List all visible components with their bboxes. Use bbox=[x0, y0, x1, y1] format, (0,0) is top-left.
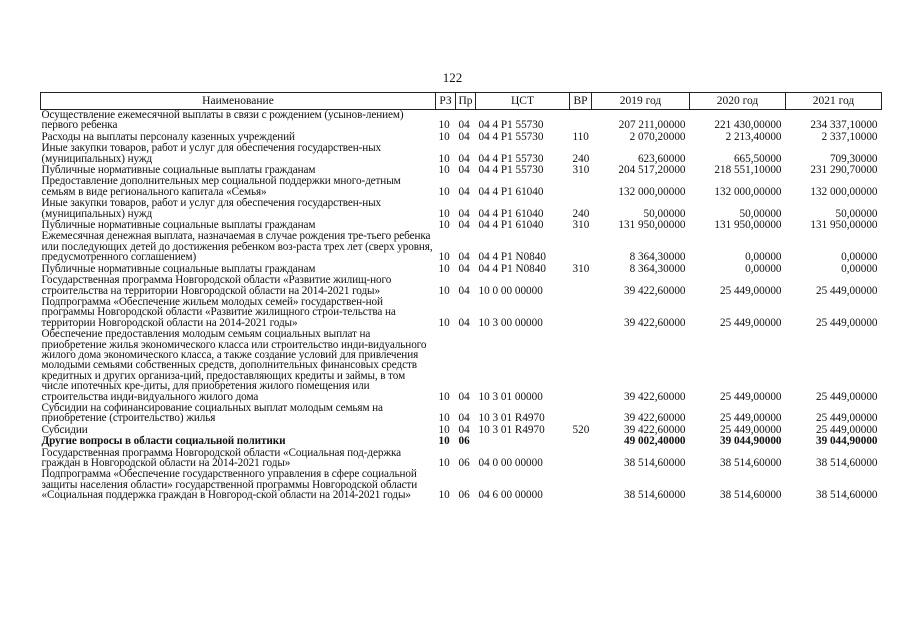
cell-2019: 39 422,60000 bbox=[623, 412, 686, 425]
cell-pr: 06 bbox=[458, 457, 470, 469]
cell-2020: 0,00000 bbox=[745, 251, 782, 264]
cell-pr: 06 bbox=[458, 435, 470, 448]
cell-rz: 10 bbox=[438, 119, 450, 132]
cell-rz: 10 bbox=[438, 390, 450, 403]
table-row bbox=[41, 231, 882, 263]
cell-2020: 50,00000 bbox=[739, 207, 782, 220]
cell-pr: 04 bbox=[458, 185, 470, 198]
cell-2021: 25 449,00000 bbox=[815, 284, 878, 297]
cell-vr: 110 bbox=[572, 130, 589, 143]
cell-rz: 10 bbox=[438, 219, 450, 232]
cell-pr: 04 bbox=[458, 164, 470, 177]
col-header-vr: ВР bbox=[570, 93, 592, 110]
cell-2019: 39 422,60000 bbox=[623, 316, 686, 329]
cell-vr: 310 bbox=[572, 219, 590, 232]
budget-table bbox=[40, 92, 882, 502]
cell-vr: 310 bbox=[572, 164, 590, 177]
cell-2020: 25 449,00000 bbox=[719, 316, 782, 329]
col-header-name: Наименование bbox=[41, 93, 436, 110]
cell-2020: 2 213,40000 bbox=[725, 130, 782, 143]
cell-rz: 10 bbox=[438, 423, 450, 436]
col-header-cst: ЦСТ bbox=[476, 93, 570, 110]
cell-rz: 10 bbox=[438, 152, 450, 165]
cell-name: Иные закупки товаров, работ и услуг для обеспечения государствен-ных (муниципальных) нужд bbox=[41, 197, 382, 220]
cell-rz: 10 bbox=[438, 164, 450, 177]
cell-name: Ежемесячная денежная выплата, назначаемая в случае рождения тре-тьего ребенка или последующих детей до достижения ребенком воз-раста трех лет (сверх уровня, предусмотренного соглашением) bbox=[41, 230, 433, 264]
cell-name: Осуществление ежемесячной выплаты в связи с рождением (усынов-лением) первого ребенка bbox=[41, 109, 404, 132]
cell-2020: 38 514,60000 bbox=[719, 457, 782, 469]
cell-name: Другие вопросы в области социальной политики bbox=[41, 435, 286, 448]
cell-cst bbox=[476, 436, 570, 447]
cell-rz: 10 bbox=[438, 207, 450, 220]
cell-pr: 04 bbox=[458, 152, 470, 165]
table-row bbox=[41, 176, 882, 198]
cell-rz: 10 bbox=[438, 435, 450, 448]
cell-rz: 10 bbox=[438, 251, 450, 264]
col-header-2019: 2019 год bbox=[592, 93, 690, 110]
cell-pr: 04 bbox=[458, 284, 470, 297]
cell-2020: 39 044,90000 bbox=[719, 435, 782, 448]
cell-2020: 25 449,00000 bbox=[719, 423, 782, 436]
cell-cst: 04 0 00 00000 bbox=[478, 457, 543, 469]
cell-2021: 2 337,10000 bbox=[821, 130, 878, 143]
cell-pr: 04 bbox=[458, 316, 470, 329]
cell-2021: 132 000,00000 bbox=[810, 185, 878, 198]
cell-2021: 131 950,00000 bbox=[810, 219, 878, 232]
cell-2020: 25 449,00000 bbox=[719, 390, 782, 403]
cell-vr bbox=[570, 297, 592, 329]
cell-name: Подпрограмма «Обеспечение жильем молодых семей» государствен-ной программы Новгородской области «Развитие жилищного строи-тельства на территории Новгородской области на 2014-2021 годы» bbox=[41, 295, 396, 329]
cell-2020: 665,50000 bbox=[733, 152, 782, 165]
cell-name: Расходы на выплаты персоналу казенных учреждений bbox=[41, 130, 295, 143]
table-row bbox=[41, 436, 882, 447]
cell-rz: 10 bbox=[438, 185, 450, 198]
cell-name: Иные закупки товаров, работ и услуг для обеспечения государствен-ных (муниципальных) нужд bbox=[41, 142, 382, 165]
cell-pr: 04 bbox=[458, 119, 470, 132]
table-row bbox=[41, 329, 882, 403]
cell-2021: 39 044,90000 bbox=[815, 435, 878, 448]
cell-cst: 04 4 P1 61040 bbox=[478, 219, 544, 232]
cell-cst: 04 4 P1 55730 bbox=[478, 152, 544, 165]
cell-2019: 50,00000 bbox=[643, 207, 686, 220]
cell-pr: 06 bbox=[458, 489, 470, 502]
cell-rz: 10 bbox=[438, 489, 450, 502]
cell-2021: 38 514,60000 bbox=[815, 457, 878, 469]
cell-2021: 25 449,00000 bbox=[815, 423, 878, 436]
cell-2019: 39 422,60000 bbox=[623, 390, 686, 403]
cell-cst: 10 0 00 00000 bbox=[478, 284, 543, 297]
cell-vr bbox=[570, 231, 592, 263]
cell-name: Предоставление дополнительных мер социальной поддержки много-детным семьям в виде регионального капитала «Семья» bbox=[41, 175, 401, 198]
cell-vr: 240 bbox=[572, 152, 590, 165]
table-row bbox=[41, 198, 882, 220]
cell-pr: 04 bbox=[458, 251, 470, 264]
page-number: 122 bbox=[442, 70, 463, 85]
col-header-2020: 2020 год bbox=[690, 93, 786, 110]
cell-vr bbox=[570, 110, 592, 132]
cell-2019: 132 000,00000 bbox=[618, 185, 686, 198]
cell-2021: 231 290,70000 bbox=[810, 164, 878, 177]
cell-vr bbox=[570, 403, 592, 425]
cell-2019: 8 364,30000 bbox=[629, 262, 686, 275]
cell-cst: 04 4 P1 55730 bbox=[478, 119, 544, 132]
cell-pr: 04 bbox=[458, 207, 470, 220]
cell-pr: 04 bbox=[458, 412, 470, 425]
cell-pr: 04 bbox=[458, 130, 470, 143]
cell-2019: 204 517,20000 bbox=[618, 164, 686, 177]
cell-cst: 04 4 P1 55730 bbox=[478, 130, 544, 143]
cell-vr: 310 bbox=[572, 262, 590, 275]
cell-vr bbox=[570, 176, 592, 198]
cell-2021: 234 337,10000 bbox=[810, 119, 878, 132]
cell-pr: 04 bbox=[458, 262, 470, 275]
cell-rz: 10 bbox=[438, 130, 450, 143]
table-header-row bbox=[41, 93, 882, 110]
cell-name: Государственная программа Новгородской области «Развитие жилищ-ного строительства на территории Новгородской области на 2014-2021 годы» bbox=[41, 274, 392, 297]
cell-cst: 04 4 P1 N0840 bbox=[478, 251, 546, 264]
col-header-2021: 2021 год bbox=[786, 93, 882, 110]
cell-vr bbox=[570, 448, 592, 470]
cell-vr bbox=[570, 329, 592, 403]
cell-cst: 04 4 P1 55730 bbox=[478, 164, 544, 177]
cell-2019: 623,60000 bbox=[637, 152, 686, 165]
cell-name: Субсидии на софинансирование социальных выплат молодым семьям на приобретение (строительство) жилья bbox=[41, 401, 383, 425]
table-row bbox=[41, 275, 882, 297]
cell-2021: 0,00000 bbox=[841, 262, 878, 275]
table-row bbox=[41, 110, 882, 132]
cell-name: Публичные нормативные социальные выплаты гражданам bbox=[41, 219, 316, 232]
cell-2019: 49 002,40000 bbox=[623, 435, 686, 448]
cell-2019: 8 364,30000 bbox=[629, 251, 686, 264]
cell-2020: 25 449,00000 bbox=[719, 284, 782, 297]
cell-rz: 10 bbox=[438, 316, 450, 329]
cell-cst: 10 3 00 00000 bbox=[478, 316, 543, 329]
cell-2020: 25 449,00000 bbox=[719, 412, 782, 425]
col-header-rz: РЗ bbox=[436, 93, 456, 110]
cell-vr bbox=[570, 275, 592, 297]
table-row bbox=[41, 297, 882, 329]
cell-2019: 38 514,60000 bbox=[623, 457, 686, 469]
cell-2021: 50,00000 bbox=[835, 207, 878, 220]
cell-2019: 38 514,60000 bbox=[623, 489, 686, 502]
cell-2021: 25 449,00000 bbox=[815, 390, 878, 403]
cell-2020: 221 430,00000 bbox=[714, 119, 782, 132]
cell-cst: 04 4 P1 N0840 bbox=[478, 262, 546, 275]
cell-cst: 10 3 01 00000 bbox=[478, 390, 543, 403]
cell-2021: 0,00000 bbox=[841, 251, 878, 264]
cell-name: Государственная программа Новгородской области «Социальная под-держка граждан в Новгородской области на 2014-2021 годы» bbox=[41, 446, 401, 469]
cell-cst: 04 4 P1 61040 bbox=[478, 207, 544, 220]
cell-2020: 38 514,60000 bbox=[719, 489, 782, 502]
cell-2019: 131 950,00000 bbox=[618, 219, 686, 232]
cell-vr bbox=[570, 469, 592, 501]
cell-rz: 10 bbox=[438, 412, 450, 425]
cell-2021: 709,30000 bbox=[829, 152, 878, 165]
cell-name: Обеспечение предоставления молодым семьям социальных выплат на приобретение жилья экономического класса или строительство инди-видуального жилого дома экономического класса, а также создание условий для привлечения молодыми семьями собственных средств, дополнительных финансовых средств кредитных и других организа-ций, предоставляющих кредиты и займы, в том числе ипотечных кре-диты, для приобретения жилого помещения или строительства инди-видуального жилого дома bbox=[41, 328, 427, 403]
cell-name: Публичные нормативные социальные выплаты гражданам bbox=[41, 262, 316, 275]
cell-vr: 520 bbox=[572, 423, 590, 436]
cell-name: Публичные нормативные социальные выплаты гражданам bbox=[41, 164, 316, 177]
table-row bbox=[41, 403, 882, 425]
cell-2019: 207 211,00000 bbox=[618, 119, 686, 132]
cell-cst: 04 6 00 00000 bbox=[478, 489, 543, 502]
table-row bbox=[41, 143, 882, 165]
cell-2021: 25 449,00000 bbox=[815, 316, 878, 329]
cell-vr bbox=[570, 436, 592, 447]
cell-name: Субсидии bbox=[41, 423, 88, 436]
cell-pr: 04 bbox=[458, 390, 470, 403]
table-row bbox=[41, 469, 882, 501]
cell-2020: 0,00000 bbox=[745, 262, 782, 275]
cell-2019: 39 422,60000 bbox=[623, 284, 686, 297]
cell-2019: 2 070,20000 bbox=[629, 130, 686, 143]
table-row bbox=[41, 448, 882, 470]
cell-pr: 04 bbox=[458, 423, 470, 436]
cell-2020: 132 000,00000 bbox=[714, 185, 782, 198]
cell-rz: 10 bbox=[438, 457, 450, 469]
cell-name: Подпрограмма «Обеспечение государственного управления в сфере социальной защиты населения области» государственной программы Новгородской области «Социальная поддержка граждан в Новгород-ской области на 2014-2021 годы» bbox=[41, 468, 418, 502]
cell-2021: 38 514,60000 bbox=[815, 489, 878, 502]
cell-cst: 10 3 01 R4970 bbox=[478, 412, 545, 425]
cell-2019: 39 422,60000 bbox=[623, 423, 686, 436]
cell-rz: 10 bbox=[438, 284, 450, 297]
cell-vr: 240 bbox=[572, 207, 590, 220]
cell-cst: 10 3 01 R4970 bbox=[478, 423, 545, 436]
cell-pr: 04 bbox=[458, 219, 470, 232]
cell-2021: 25 449,00000 bbox=[815, 412, 878, 425]
cell-cst: 04 4 P1 61040 bbox=[478, 185, 544, 198]
col-header-pr: Пр bbox=[456, 93, 476, 110]
cell-rz: 10 bbox=[438, 262, 450, 275]
cell-2020: 218 551,10000 bbox=[714, 164, 782, 177]
cell-2020: 131 950,00000 bbox=[714, 219, 782, 232]
